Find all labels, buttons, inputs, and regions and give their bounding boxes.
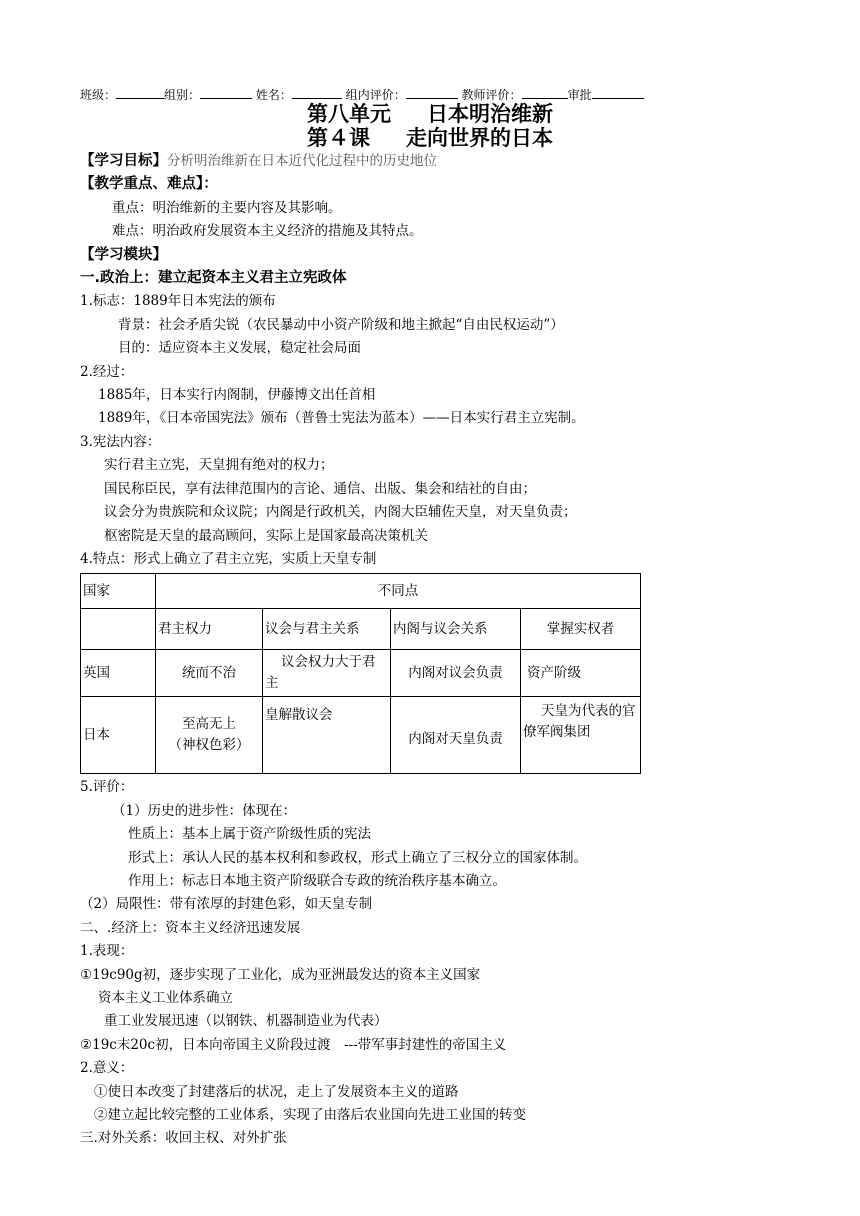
row-monarch-line1: 至高无上: [182, 716, 236, 733]
name-blank[interactable]: [292, 86, 342, 99]
review-label: 审批: [567, 88, 592, 102]
feature-line: 4.特点：形式上确立了君主立宪，实质上天皇专制: [80, 550, 377, 567]
foreign-heading: 三.对外关系：收回主权、对外扩张: [80, 1130, 287, 1147]
eval-progress: （1）历史的进步性：体现在：: [112, 802, 297, 819]
comparison-table: [80, 573, 641, 774]
goal-text: 分析明治维新在日本近代化过程中的历史地位: [167, 153, 437, 169]
table-cell: [81, 609, 156, 650]
row-country: 英国: [81, 650, 156, 697]
goal-label: 【学习目标】: [80, 153, 167, 169]
teacher-eval-blank[interactable]: [522, 86, 568, 99]
row-country: 日本: [81, 697, 156, 774]
table-row: [81, 650, 641, 697]
row-cabinet: 内阁对天皇负责: [391, 697, 521, 774]
row-power: 天皇为代表的官僚军阀集团: [521, 697, 641, 774]
perf-1: ①19c90g初，逐步实现了工业化，成为亚洲最发达的资本主义国家: [80, 966, 481, 983]
content-1: 实行君主立宪，天皇拥有绝对的权力；: [104, 457, 334, 474]
politics-background: 背景：社会矛盾尖锐（农民暴动中小资产阶级和地主掀起“自由民权运动”）: [118, 316, 564, 333]
lesson-name: 走向世界的日本: [406, 126, 553, 150]
content-label: 3.宪法内容：: [80, 433, 161, 450]
perf-1a: 资本主义工业体系确立: [98, 989, 233, 1006]
header-diff: 不同点: [156, 574, 641, 609]
review-blank[interactable]: [592, 86, 644, 99]
unit-name: 日本明治维新: [427, 102, 553, 126]
row-power: 资产阶级: [521, 650, 641, 697]
row-monarch: [156, 697, 263, 774]
row-parliament: 皇解散议会: [263, 697, 391, 774]
teacher-eval-label: 教师评价：: [461, 88, 522, 102]
name-label: 姓名：: [255, 88, 292, 102]
perf-2: ②19c末20c初，日本向帝国主义阶段过渡 ---带军事封建性的帝国主义: [80, 1036, 507, 1053]
unit-number: 第八单元: [307, 102, 391, 126]
meaning-2: ②建立起比较完整的工业体系，实现了由落后农业国向先进工业国的转变: [94, 1107, 526, 1123]
subheader-power: 掌握实权者: [521, 609, 641, 650]
class-label: 班级：: [80, 88, 117, 102]
subheader-monarch: 君主权力: [156, 609, 263, 650]
perf-label: 1.表现：: [80, 943, 134, 960]
meaning-label: 2.意义：: [80, 1060, 134, 1077]
content-4: 枢密院是天皇的最高顾问，实际上是国家最高决策机关: [104, 527, 428, 544]
process-2: 1889年，《日本帝国宪法》颁布（普鲁士宪法为蓝本）——日本实行君主立宪制。: [98, 410, 585, 427]
key-point: 重点：明治维新的主要内容及其影响。: [112, 199, 342, 216]
row-monarch: 统而不治: [156, 650, 263, 697]
group-eval-label: 组内评价：: [345, 88, 406, 102]
table-row: [81, 697, 641, 774]
group-blank[interactable]: [200, 86, 252, 99]
class-blank[interactable]: [116, 86, 164, 99]
content-2: 国民称臣民，享有法律范围内的言论、通信、出版、集会和结社的自由；: [104, 480, 536, 497]
politics-purpose: 目的：适应资本主义发展，稳定社会局面: [118, 340, 361, 357]
row-monarch-line2: （神权色彩）: [168, 737, 250, 754]
eval-label: 5.评价：: [80, 779, 134, 796]
meaning-1: ①使日本改变了封建落后的状况，走上了发展资本主义的道路: [94, 1083, 459, 1100]
key-difficulty: 难点：明治政府发展资本主义经济的措施及其特点。: [112, 223, 423, 240]
unit-title: [80, 102, 780, 126]
module-label: 【学习模块】: [80, 246, 167, 263]
process-1: 1885年，日本实行内阁制，伊藤博文出任首相: [98, 387, 376, 404]
eval-limit: （2）局限性：带有浓厚的封建色彩，如天皇专制: [80, 896, 373, 913]
key-label: 【教学重点、难点】：: [80, 176, 218, 193]
eval-form: 形式上：承认人民的基本权利和参政权，形式上确立了三权分立的国家体制。: [128, 849, 587, 866]
politics-mark: 1.标志：1889年日本宪法的颁布: [80, 293, 276, 310]
lesson-title: [80, 126, 780, 150]
goal-line: [80, 150, 780, 173]
content-3: 议会分为贵族院和众议院；内阁是行政机关，内阁大臣辅佐天皇，对天皇负责；: [104, 504, 577, 521]
subheader-parliament: 议会与君主关系: [263, 609, 391, 650]
politics-heading: 一.政治上：建立起资本主义君主立宪政体: [80, 270, 347, 287]
eval-nature: 性质上：基本上属于资产阶级性质的宪法: [128, 826, 371, 843]
group-label: 组别：: [164, 88, 201, 102]
row-parliament: 议会权力大于君主: [263, 650, 391, 697]
document-page: [80, 86, 780, 1151]
lesson-number: 第４课: [307, 126, 370, 150]
header-country: 国家: [81, 574, 156, 609]
process-label: 2.经过：: [80, 363, 134, 380]
row-cabinet: 内阁对议会负责: [391, 650, 521, 697]
perf-1b: 重工业发展迅速（以钢铁、机器制造业为代表）: [104, 1013, 388, 1030]
economy-heading: 二、.经济上：资本主义经济迅速发展: [80, 919, 301, 936]
eval-role: 作用上：标志日本地主资产阶级联合专政的统治秩序基本确立。: [128, 872, 506, 889]
group-eval-blank[interactable]: [406, 86, 458, 99]
subheader-cabinet: 内阁与议会关系: [391, 609, 521, 650]
